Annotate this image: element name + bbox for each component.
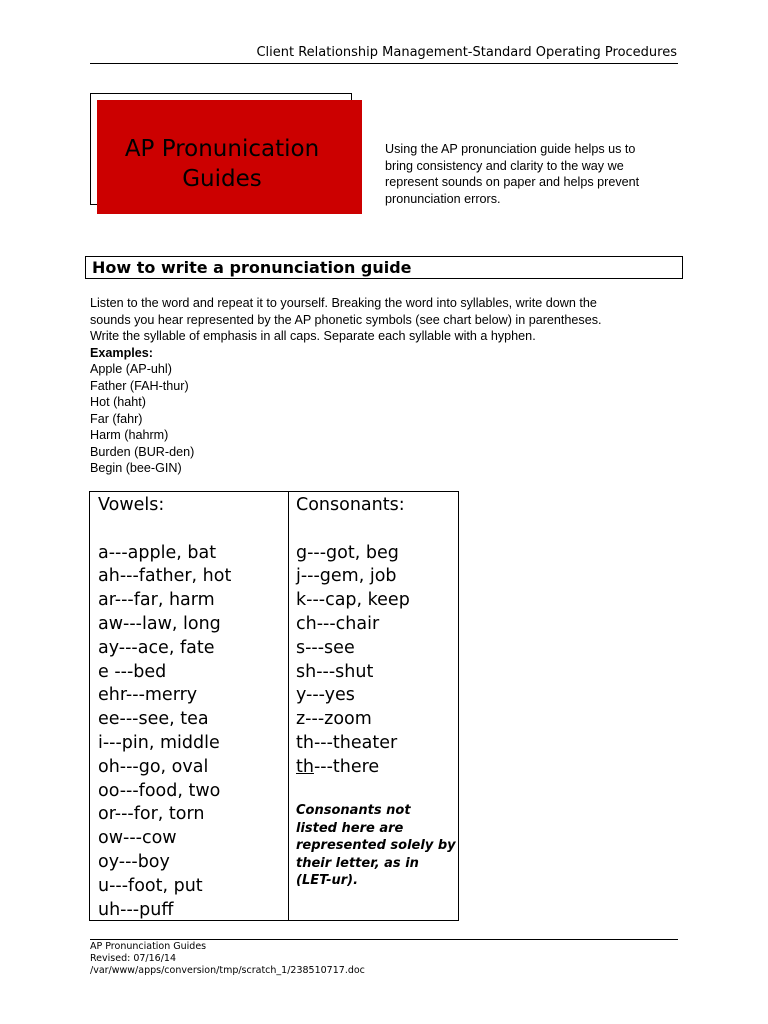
consonants-heading: Consonants: bbox=[296, 495, 405, 515]
instruction-line: Listen to the word and repeat it to yourself. Breaking the word into syllables, write down the bbox=[90, 296, 597, 310]
examples-label: Examples: bbox=[90, 345, 153, 360]
note-line: listed here are bbox=[296, 820, 404, 836]
vowel-row: oo---food, two bbox=[98, 780, 221, 801]
section-heading: How to write a pronunciation guide bbox=[85, 256, 683, 279]
vowel-row: i---pin, middle bbox=[98, 732, 220, 753]
consonant-row: sh---shut bbox=[296, 661, 374, 682]
vowel-row: oh---go, oval bbox=[98, 756, 209, 777]
note-line: their letter, as in bbox=[296, 855, 419, 871]
example-item: Apple (AP-uhl) bbox=[90, 362, 172, 376]
vowel-row: u---foot, put bbox=[98, 875, 203, 896]
vowel-row: or---for, torn bbox=[98, 804, 205, 825]
consonant-row: y---yes bbox=[296, 685, 355, 706]
consonant-row: ch---chair bbox=[296, 613, 380, 634]
vowel-row: aw---law, long bbox=[98, 613, 221, 634]
page-header: Client Relationship Management-Standard Operating Procedures bbox=[256, 45, 677, 60]
header-rule bbox=[90, 63, 678, 64]
intro-paragraph bbox=[385, 141, 685, 207]
note-line: Consonants not bbox=[296, 803, 411, 818]
title-line-2: Guides bbox=[182, 166, 262, 192]
footer-line: Revised: 07/16/14 bbox=[90, 953, 176, 964]
page-footer bbox=[90, 941, 365, 977]
instructions-block bbox=[90, 295, 690, 477]
example-item: Far (fahr) bbox=[90, 411, 143, 426]
consonant-row: s---see bbox=[296, 637, 355, 658]
vowel-row: ee---see, tea bbox=[98, 709, 209, 730]
consonant-row: k---cap, keep bbox=[296, 590, 410, 611]
vowel-row: uh---puff bbox=[98, 899, 174, 920]
footer-line: /var/www/apps/conversion/tmp/scratch_1/238510717.doc bbox=[90, 965, 365, 976]
vowel-row: a---apple, bat bbox=[98, 542, 217, 563]
vowel-row: ay---ace, fate bbox=[98, 637, 215, 658]
document-title bbox=[92, 134, 352, 194]
vowel-row: e ---bed bbox=[98, 661, 167, 682]
consonant-note bbox=[296, 802, 456, 890]
column-divider bbox=[288, 492, 289, 920]
phonetic-chart-table bbox=[89, 491, 459, 921]
footer-line: AP Pronunciation Guides bbox=[90, 941, 207, 952]
instruction-line: sounds you hear represented by the AP phonetic symbols (see chart below) in parentheses. bbox=[90, 312, 602, 327]
consonants-column bbox=[296, 494, 410, 780]
example-item: Father (FAH-thur) bbox=[90, 378, 189, 393]
instruction-line: Write the syllable of emphasis in all caps. Separate each syllable with a hyphen. bbox=[90, 329, 536, 343]
consonant-row: z---zoom bbox=[296, 709, 372, 730]
note-line: (LET-ur). bbox=[296, 873, 359, 888]
example-item: Burden (BUR-den) bbox=[90, 444, 195, 459]
vowels-column bbox=[98, 494, 231, 922]
intro-line: represent sounds on paper and helps prevent bbox=[385, 175, 640, 189]
consonant-row: j---gem, job bbox=[296, 566, 397, 587]
note-line: represented solely by bbox=[296, 838, 456, 853]
consonant-row-last bbox=[296, 756, 410, 780]
example-item: Begin (bee-GIN) bbox=[90, 461, 182, 475]
consonant-row-rest: ---there bbox=[313, 756, 380, 777]
example-item: Hot (haht) bbox=[90, 395, 146, 409]
vowel-row: oy---boy bbox=[98, 851, 170, 872]
vowel-row: ah---father, hot bbox=[98, 566, 232, 587]
title-line-1: AP Pronunication bbox=[124, 136, 320, 162]
consonant-row: th---theater bbox=[296, 732, 398, 753]
intro-line: bring consistency and clarity to the way we bbox=[385, 158, 624, 173]
vowels-heading: Vowels: bbox=[98, 495, 165, 515]
vowel-row: ehr---merry bbox=[98, 685, 198, 706]
vowel-row: ow---cow bbox=[98, 828, 177, 849]
consonant-row: g---got, beg bbox=[296, 542, 399, 563]
vowel-row: ar---far, harm bbox=[98, 590, 215, 611]
intro-line: pronunciation errors. bbox=[385, 191, 501, 206]
footer-rule bbox=[90, 939, 678, 940]
example-item: Harm (hahrm) bbox=[90, 428, 169, 442]
intro-line: Using the AP pronunciation guide helps us to bbox=[385, 142, 636, 156]
underlined-th: th bbox=[296, 756, 314, 777]
